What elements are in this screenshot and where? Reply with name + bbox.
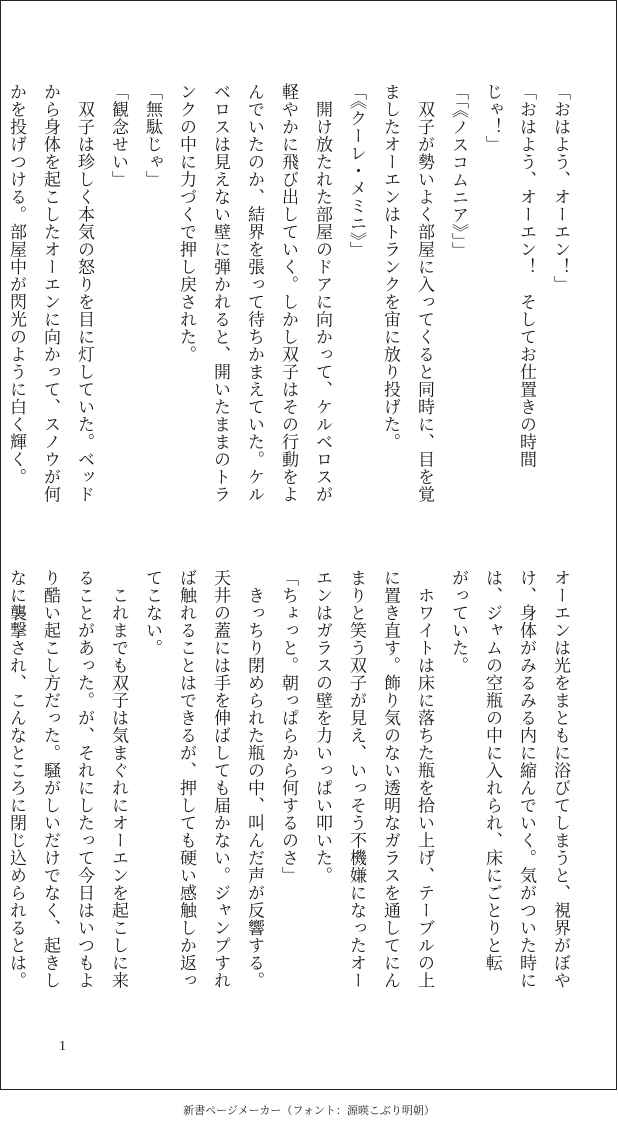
text-line: エンはガラスの壁を力いっぱい叩いた。 <box>312 569 332 884</box>
text-line: け、身体がみるみる内に縮んでいく。気がついた時に <box>516 569 536 989</box>
text-line: かを投げつける。部屋中が閃光のように白く輝く。 <box>6 83 26 486</box>
text-line: まりと笑う双子が見え、いっそう不機嫌になったオー <box>346 569 366 989</box>
text-line: これまでも双子は気まぐれにオーエンを起こしに来 <box>108 569 128 989</box>
text-line: ば触れることはできるが、押しても硬い感触しか返っ <box>176 569 196 989</box>
text-line: 「観念せい」 <box>108 83 128 188</box>
text-column-bottom <box>6 569 577 1009</box>
text-line: 天井の蓋には手を伸ばしても届かない。ジャンプすれ <box>210 569 230 989</box>
text-line: 軽やかに飛び出していく。しかし双子はその行動をよ <box>278 83 298 503</box>
text-line: 双子が勢いよく部屋に入ってくると同時に、目を覚 <box>414 83 434 503</box>
text-line: 「おはよう、オーエン！」 <box>550 83 570 293</box>
text-line: ンクの中に力づくで押し戻された。 <box>176 83 196 363</box>
text-column-top <box>6 83 577 523</box>
text-line: 「ちょっと。朝っぱらから何するのさ」 <box>278 569 298 884</box>
text-line: 「「《ノスコムニア》」」 <box>448 83 468 259</box>
generator-caption: 新書ページメーカー（フォント：源暎こぶり明朝） <box>183 1104 435 1117</box>
text-line: 「無駄じゃ」 <box>142 83 162 188</box>
text-line: 「おはよう、オーエン！ そしてお仕置きの時間 <box>516 83 536 468</box>
text-line: は、ジャムの空瓶の中に入れられ、床にごとりと転 <box>482 569 502 972</box>
text-line: 開け放たれた部屋のドアに向かって、ケルベロスが <box>312 83 332 503</box>
text-line: ホワイトは床に落ちた瓶を拾い上げ、テーブルの上 <box>414 569 434 989</box>
text-line: に置き直す。飾り気のない透明なガラスを通してにん <box>380 569 400 989</box>
text-line: り酷い起こし方だった。騒がしいだけでなく、起きし <box>40 569 60 989</box>
text-line: がっていた。 <box>448 569 468 674</box>
text-line: オーエンは光をまともに浴びてしまうと、視界がぼや <box>550 569 570 989</box>
text-line: ベロスは見えない壁に弾かれると、開いたままのトラ <box>210 83 230 503</box>
page-number: 1 <box>59 1039 66 1054</box>
text-line: てこない。 <box>142 569 162 657</box>
text-line: ることがあった。が、それにしたって今日はいつもよ <box>74 569 94 989</box>
text-line: ましたオーエンはトランクを宙に放り投げた。 <box>380 83 400 451</box>
text-line: んでいたのか、結界を張って待ちかまえていた。ケル <box>244 83 264 503</box>
text-line: なに襲撃され、こんなところに閉じ込められるとは。 <box>6 569 26 989</box>
text-line: から身体を起こしたオーエンに向かって、スノウが何 <box>40 83 60 503</box>
text-line: 双子は珍しく本気の怒りを目に灯していた。ベッド <box>74 83 94 503</box>
text-line: 「《クーレ・メミニ》」 <box>346 83 366 259</box>
text-line: きっちり閉められた瓶の中、叫んだ声が反響する。 <box>244 569 264 989</box>
text-line: じゃ！」 <box>482 83 502 153</box>
